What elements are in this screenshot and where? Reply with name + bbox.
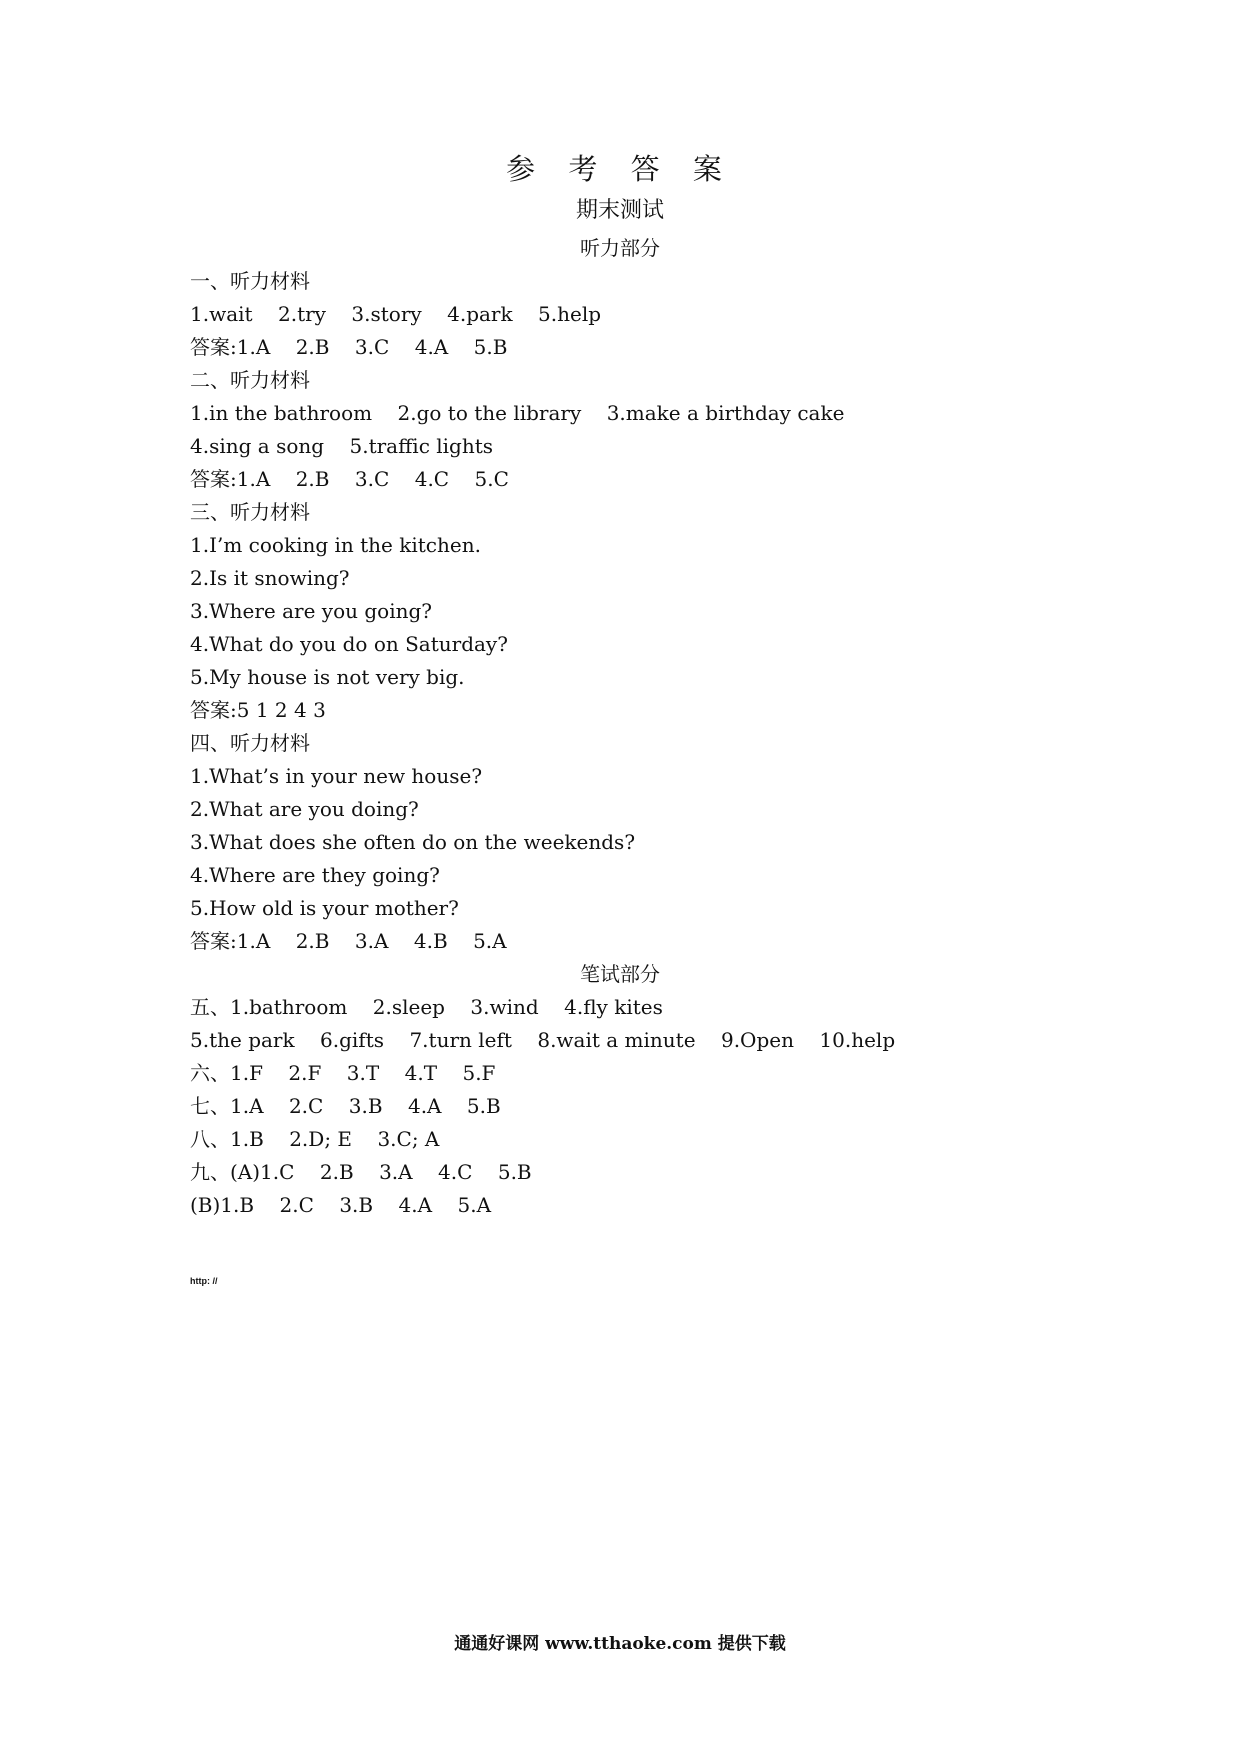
footer-credit: 通通好课网 www.tthaoke.com 提供下载 xyxy=(454,1634,786,1654)
answer-line: 六、1.F 2.F 3.T 4.T 5.F xyxy=(190,1061,496,1085)
answer-line: 答案:1.A 2.B 3.C 4.C 5.C xyxy=(190,467,509,491)
answer-line: 七、1.A 2.C 3.B 4.A 5.B xyxy=(190,1094,501,1118)
footer-url: http: // xyxy=(190,1276,218,1286)
answer-line: 2.What are you doing? xyxy=(190,797,419,821)
answer-line: 5.My house is not very big. xyxy=(190,665,465,689)
answer-line: 一、听力材料 xyxy=(190,269,310,293)
answer-line: 答案:5 1 2 4 3 xyxy=(190,698,326,722)
answer-line: 4.Where are they going? xyxy=(190,863,440,887)
answer-line: (B)1.B 2.C 3.B 4.A 5.A xyxy=(190,1193,492,1217)
answer-line: 八、1.B 2.D; E 3.C; A xyxy=(190,1127,440,1151)
answer-line: 2.Is it snowing? xyxy=(190,566,350,590)
answer-line: 答案:1.A 2.B 3.A 4.B 5.A xyxy=(190,929,507,953)
answer-line: 三、听力材料 xyxy=(190,500,310,524)
answer-line: 4.What do you do on Saturday? xyxy=(190,632,508,656)
answer-line: 1.What’s in your new house? xyxy=(190,764,483,788)
page-subtitle: 期末测试 xyxy=(575,198,664,223)
answer-line: 5.the park 6.gifts 7.turn left 8.wait a minute 9.Open 10.help xyxy=(190,1028,896,1052)
answer-line: 九、(A)1.C 2.B 3.A 4.C 5.B xyxy=(190,1160,532,1184)
answer-line: 1.in the bathroom 2.go to the library 3.make a birthday cake xyxy=(190,401,845,425)
answer-line: 1.wait 2.try 3.story 4.park 5.help xyxy=(190,302,602,326)
answer-line: 二、听力材料 xyxy=(190,368,310,392)
answer-line: 四、听力材料 xyxy=(190,731,310,755)
answer-line: 答案:1.A 2.B 3.C 4.A 5.B xyxy=(190,335,508,359)
answer-line: 4.sing a song 5.traffic lights xyxy=(190,434,494,458)
answer-line: 5.How old is your mother? xyxy=(190,896,459,920)
written-section-heading: 笔试部分 xyxy=(580,962,660,986)
answer-line: 1.I’m cooking in the kitchen. xyxy=(190,533,481,557)
answer-line: 3.What does she often do on the weekends? xyxy=(190,830,636,854)
listening-section-heading: 听力部分 xyxy=(580,236,660,260)
answer-line: 3.Where are you going? xyxy=(190,599,433,623)
page-title: 参 考 答 案 xyxy=(506,152,734,186)
answer-line: 五、1.bathroom 2.sleep 3.wind 4.fly kites xyxy=(190,995,663,1019)
